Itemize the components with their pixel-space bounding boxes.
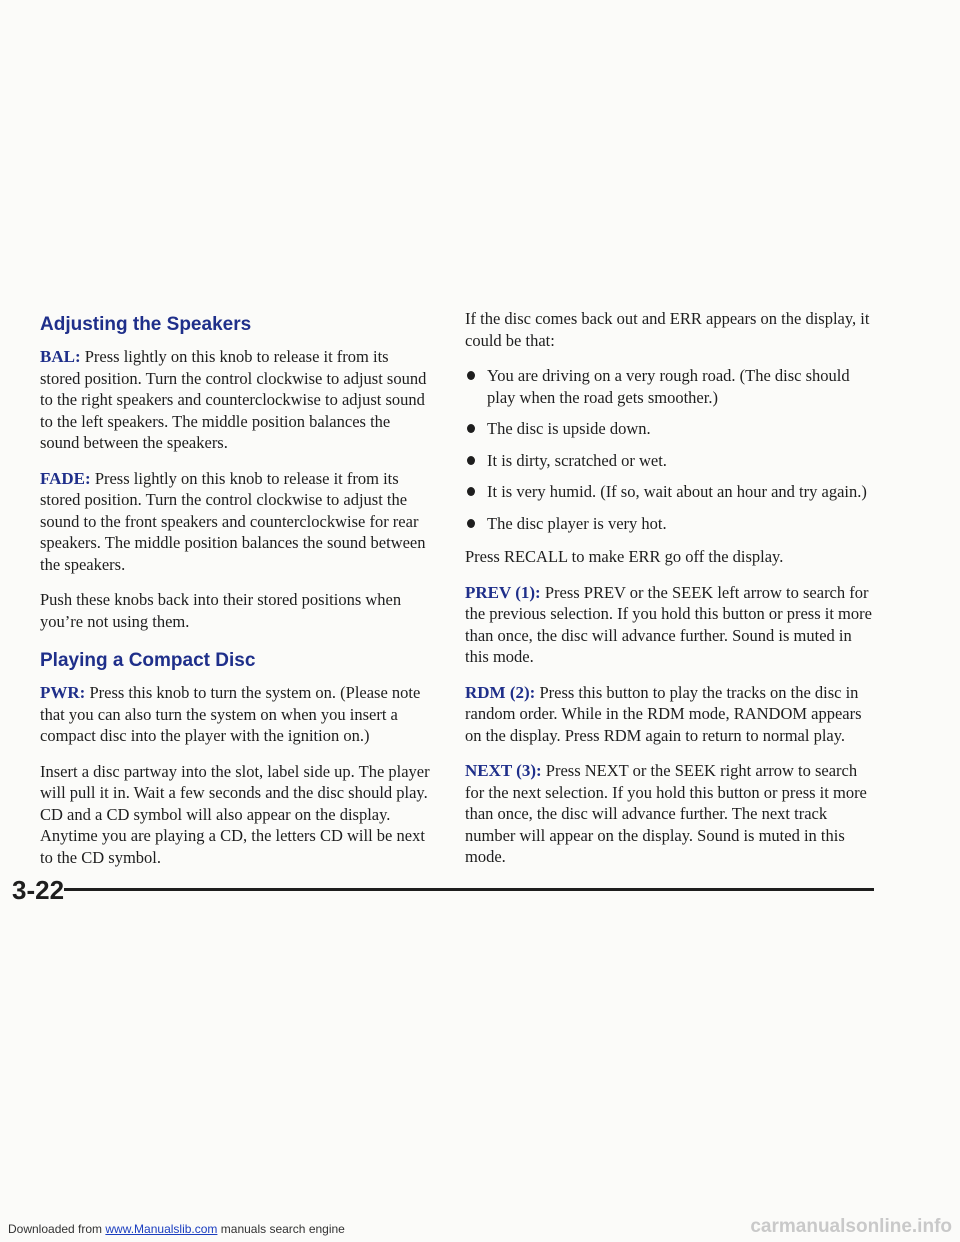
err-causes-list [465,365,875,534]
section-heading-playing-cd: Playing a Compact Disc [40,650,256,671]
fade-text: Press lightly on this knob to release it from its stored position. Turn the control clockwise to adjust the sound to the front speakers and counterclockwise for rear speakers. The middle position balances the sound between the speakers. [40,468,426,574]
rdm-term: RDM (2): [465,682,536,702]
fade-term: FADE: [40,468,91,488]
pwr-text: Press this knob to turn the system on. (Please note that you can also turn the system on when you insert a compact disc into the player with the ignition on.) [40,683,421,745]
watermark-suffix: manuals search engine [217,1222,345,1236]
prev-text: Press PREV or the SEEK left arrow to search for the previous selection. If you hold this button or press it more than once, the disc will advance further. Sound is muted in this mode. [465,582,872,666]
list-item: It is dirty, scratched or wet. [465,450,875,472]
list-item: The disc is upside down. [465,418,875,440]
list-item: It is very humid. (If so, wait about an hour and try again.) [465,481,875,503]
bullet-icon [467,424,475,433]
rdm-paragraph [465,682,875,747]
bullet-icon [467,371,475,380]
bal-text: Press lightly on this knob to release it from its stored position. Turn the control clockwise to adjust sound to the right speakers and counterclockwise to adjust sound to the left speakers. The middle position balances the sound between the speakers. [40,347,427,452]
list-item: You are driving on a very rough road. (The disc should play when the road gets smoother.) [465,365,875,408]
list-item: The disc player is very hot. [465,513,875,535]
push-knobs-paragraph: Push these knobs back into their stored positions when you’re not using them. [40,590,402,631]
prev-term: PREV (1): [465,582,541,602]
bal-term: BAL: [40,347,81,366]
section-heading-adjusting-speakers: Adjusting the Speakers [40,314,252,335]
prev-paragraph [465,582,875,668]
bullet-icon [467,456,475,465]
recall-paragraph: Press RECALL to make ERR go off the display. [465,547,784,566]
left-column [40,308,430,882]
right-column [465,308,875,882]
manualslib-link[interactable]: www.Manualslib.com [105,1222,218,1236]
next-paragraph [465,760,875,868]
bal-paragraph [40,346,430,454]
footer-divider [64,888,874,891]
insert-disc-paragraph: Insert a disc partway into the slot, label side up. The player will pull it in. Wait a few seconds and the disc should play. CD and a CD symbol will also appear on the display. Anytime you are playing a CD, the letters CD will be next to the CD symbol. [40,761,430,867]
bullet-icon [467,519,475,528]
bullet-icon [467,487,475,496]
pwr-paragraph [40,682,430,747]
download-watermark [8,1222,345,1236]
err-intro-paragraph: If the disc comes back out and ERR appears on the display, it could be that: [465,309,870,350]
page-number: 3-22 [12,875,65,905]
watermark-prefix: Downloaded from [8,1222,106,1236]
rdm-text: Press this button to play the tracks on the disc in random order. While in the RDM mode, RANDOM appears on the display. Press RDM again to return to normal play. [465,682,862,745]
pwr-term: PWR: [40,683,86,702]
brand-watermark: carmanualsonline.info [750,1216,952,1237]
next-text: Press NEXT or the SEEK right arrow to search for the next selection. If you hold this button or press it more than once, the disc will advance further. The next track number will appear on the display. Sound is muted in this mode. [465,761,867,866]
next-term: NEXT (3): [465,761,542,780]
fade-paragraph [40,468,430,576]
